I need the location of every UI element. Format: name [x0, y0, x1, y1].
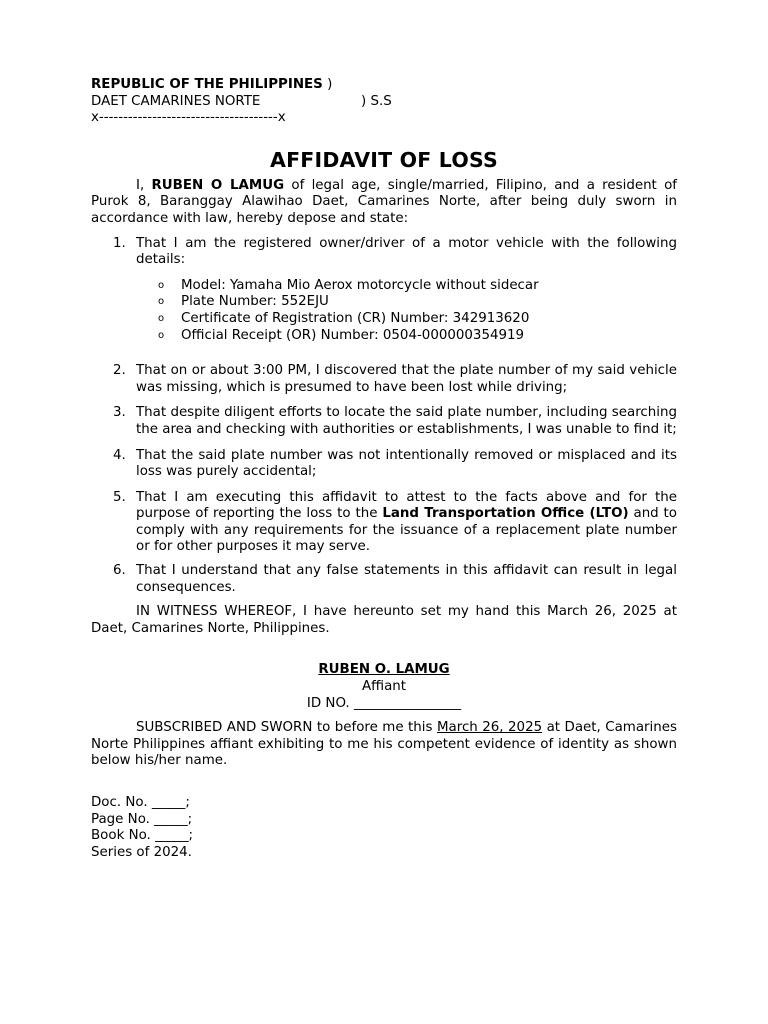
- bullet-icon: o: [158, 279, 165, 291]
- statement-number: 5.: [113, 489, 126, 505]
- caption-block: [91, 77, 677, 127]
- affidavit-document: [91, 77, 677, 861]
- signatory-role: Affiant: [361, 679, 407, 695]
- detail-item-plate: [91, 294, 677, 311]
- detail-text: Certificate of Registration (CR) Number: 342913620: [181, 310, 530, 326]
- detail-text: Official Receipt (OR) Number: 0504-000000354919: [181, 327, 525, 343]
- statement-number: 3.: [113, 405, 126, 421]
- page-number: Page No. _____;: [91, 811, 193, 827]
- witness-paragraph: IN WITNESS WHEREOF, I have hereunto set my hand this March 26, 2025 at Daet, Camarines Norte, Philippines.: [91, 604, 677, 636]
- notarial-register: [91, 795, 677, 861]
- statement-list-continued: [91, 363, 677, 596]
- detail-text: Model: Yamaha Mio Aerox motorcycle without sidecar: [181, 277, 539, 293]
- series-year: Series of 2024.: [91, 844, 192, 860]
- statement-number: 1.: [113, 235, 126, 251]
- document-title: AFFIDAVIT OF LOSS: [270, 147, 498, 172]
- caption-line-1: [91, 77, 677, 94]
- jurat-date: March 26, 2025: [436, 720, 543, 736]
- bullet-icon: o: [158, 312, 165, 324]
- bullet-icon: o: [158, 329, 165, 341]
- detail-item-or: [91, 328, 677, 345]
- caption-locality: DAET CAMARINES NORTE: [91, 93, 261, 109]
- statement-text: That the said plate number was not intentionally removed or misplaced and its loss was purely accidental;: [136, 447, 677, 480]
- statement-text: That I understand that any false statements in this affidavit can result in legal consequences.: [136, 563, 677, 595]
- caption-separator: x-------------------------------------x: [91, 110, 286, 126]
- statement-item-6: [91, 563, 677, 596]
- lto-name: Land Transportation Office (LTO): [382, 506, 629, 522]
- caption-ss: ) S.S: [361, 93, 392, 109]
- jurat-paragraph: [91, 720, 677, 770]
- statement-item-1: [91, 236, 677, 269]
- id-number-line: ID NO. ________________: [306, 695, 462, 711]
- doc-number: Doc. No. _____;: [91, 795, 190, 810]
- statement-number: 2.: [113, 363, 126, 379]
- affiant-name-inline: RUBEN O LAMUG: [151, 177, 285, 193]
- vehicle-details-list: [91, 278, 677, 344]
- jurat-before: SUBSCRIBED AND SWORN to before me this: [136, 720, 437, 736]
- statement-item-3: [91, 405, 677, 438]
- detail-item-cr: [91, 311, 677, 328]
- statement-number: 4.: [113, 447, 126, 463]
- statement-item-2: [91, 363, 677, 396]
- caption-republic: REPUBLIC OF THE PHILIPPINES: [91, 77, 323, 92]
- statement-text: That despite diligent efforts to locate the said plate number, including searching the area and checking with authorities or establishments, I was unable to find it;: [136, 405, 677, 437]
- statement-item-5: [91, 490, 677, 556]
- intro-paragraph: [91, 178, 677, 228]
- detail-text: Plate Number: 552EJU: [181, 294, 329, 310]
- statement-text-after: and to comply with any requirements for the issuance of a replacement plate number or for other purposes it may serve.: [136, 506, 677, 555]
- caption-line-2: [91, 94, 677, 111]
- detail-item-model: [91, 278, 677, 295]
- statement-text-before: That I am executing this affidavit to attest to the facts above and for the purpose of reporting the loss to the: [136, 489, 677, 522]
- statement-list: [91, 236, 677, 269]
- jurat-after: at Daet, Camarines Norte Philippines affiant exhibiting to me his competent evidence of identity as shown below his/her name.: [91, 720, 677, 769]
- signatory-name: RUBEN O. LAMUG: [318, 662, 450, 678]
- signature-block: [91, 662, 677, 712]
- statement-text: That on or about 3:00 PM, I discovered that the plate number of my said vehicle was missing, which is presumed to have been lost while driving;: [136, 363, 677, 395]
- bullet-icon: o: [158, 296, 165, 308]
- statement-item-4: [91, 448, 677, 481]
- statement-text: That I am the registered owner/driver of a motor vehicle with the following details:: [136, 235, 677, 268]
- intro-suffix: of legal age, single/married, Filipino, and a resident of Purok 8, Baranggay Alawihao Daet, Camarines Norte, after being duly sworn in accordance with law, hereby depose and state:: [91, 177, 677, 226]
- intro-prefix: I,: [136, 177, 152, 193]
- statement-number: 6.: [113, 563, 126, 579]
- caption-paren: ): [322, 77, 333, 92]
- book-number: Book No. _____;: [91, 828, 194, 844]
